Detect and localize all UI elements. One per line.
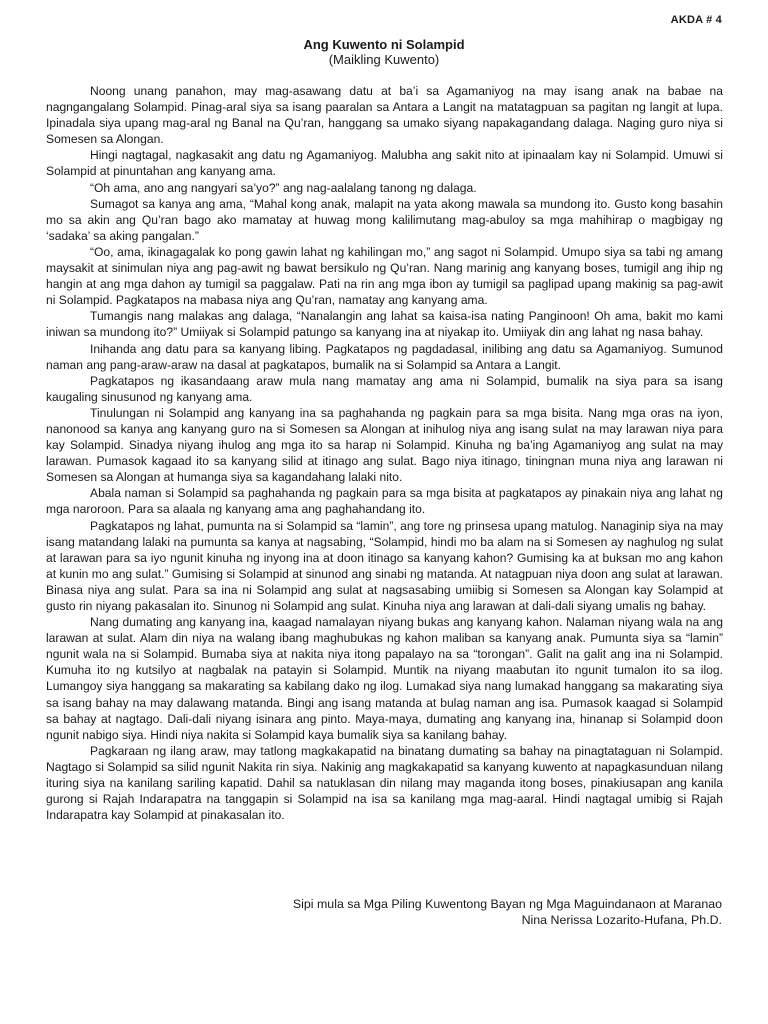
paragraph: Pagkaraan ng ilang araw, may tatlong magkakapatid na binatang dumating sa bahay na pinagtataguan ni Solampid. Nagtago si Solampid sa silid ngunit Nakita rin siya. Nakinig ang magkakapatid sa kanyang kuwento at napagkasunduan nilang ituring siya na kanilang sariling kapatid. Dahil sa natuklasan din nilang may maganda itong boses, pinakiusapan ang kanila gurong si Rajah Indarapatra na tanggapin si Solampid na isa sa kanilang mga mag-aaral. Hindi nagtagal umibig si Rajah Indarapatra kay Solampid at pinakasalan ito. [46,743,723,823]
story-body [46,83,723,823]
author-line: Nina Nerissa Lozarito-Hufana, Ph.D. [521,913,722,928]
paragraph: Abala naman si Solampid sa paghahanda ng pagkain para sa mga bisita at pagkatapos ay pinakain niya ang lahat ng mga naroroon. Para sa alaala ng kanyang ama ang paghahandang ito. [46,486,723,517]
source-credits [293,896,722,929]
paragraph: Inihanda ang datu para sa kanyang libing. Pagkatapos ng pagdadasal, inilibing ang datu sa Agamaniyog. Sumunod naman ang pang-araw-araw na dasal at pagkatapos, bumalik na si Solampid sa Antara a Langit. [46,341,723,372]
story-title: Ang Kuwento ni Solampid [303,37,465,52]
source-line: Sipi mula sa Mga Piling Kuwentong Bayan ng Mga Maguindanaon at Maranao [292,897,722,911]
paragraph: Tumangis nang malakas ang dalaga, “Nanalangin ang lahat sa kaisa-isa nating Panginoon! Oh ama, bakit mo kami iniwan sa mundong ito?” Umiiyak si Solampid patungo sa kanyang ina at niyakap ito. Umiiyak din ang lahat ng nasa bahay. [46,309,723,340]
paragraph: Hingi nagtagal, nagkasakit ang datu ng Agamaniyog. Malubha ang sakit nito at ipinaalam kay ni Solampid. Umuwi si Solampid at pinuntahan ang kanyang ama. [46,148,723,179]
paragraph: Tinulungan ni Solampid ang kanyang ina sa paghahanda ng pagkain para sa mga bisita. Nang mga oras na iyon, nanonood sa kanya ang kanyang guro na si Somesen sa Alongan at inihulog niya ang isang sulat na may larawan niya para kay Solampid. Sinadya niyang ihulog ang mga ito sa harap ni Solampid. Kinuha ng ba’ing Agamaniyog ang sulat na may larawan. Pumasok kagaad ito sa kanyang silid at itinago ang sulat. Bago niya itinago, tiningnan muna niya ang larawan ni Somesen sa Alongan at humanga siya sa kagandahang lalaki nito. [46,405,723,485]
paragraph: “Oh ama, ano ang nangyari sa’yo?” ang nag-aalalang tanong ng dalaga. [90,180,477,195]
paragraph: Sumagot sa kanya ang ama, “Mahal kong anak, malapit na yata akong mawala sa mundong ito. Gusto kong basahin mo sa akin ang Qu’ran bago ako mamatay at huwag mong kalilimutang mag-abuloy sa mga mahihirap o magbigay ng ‘sadaka’ sa aking pangalan.” [46,196,723,243]
paragraph: “Oo, ama, ikinagagalak ko pong gawin lahat ng kahilingan mo,” ang sagot ni Solampid. Umupo siya sa tabi ng amang maysakit at sinimulan niya ang pag-awit ng bawat bersikulo ng Qu’ran. Nang marinig ang kanyang boses, tumigil ang ihip ng hangin at ang mga dahon ay tumigil sa paggalaw. Pati na rin ang mga ibon ay tumigil sa paglipad upang makinig sa pag-awit ni Solampid. Pagkatapos na mabasa niya ang Qu’ran, namatay ang kanyang ama. [46,244,723,308]
paragraph: Nang dumating ang kanyang ina, kaagad namalayan niyang bukas ang kanyang kahon. Nalaman niyang wala na ang larawan at sulat. Alam din niya na walang ibang maghubukas ng kahon maliban sa kanyang anak. Pumunta siya sa “lamin” ngunit wala na si Solampid. Bumaba siya at nakita niya itong papalayo na sa “torongan”. Galit na galit ang ina ni Solampid. Kumuha ito ng kutsilyo at nagbalak na patayin si Solampid. Muntik na niyang maabutan ito ngunit tumalon ito sa ilog. Lumangoy siya hanggang sa makarating sa kabilang dako ng ilog. Lumakad siya nang lumakad hanggang sa makarating siya sa isang bahay na may dalawang matanda. Bingi ang isang matanda at bulag naman ang isa. Pumasok kaagad si Solampid sa bahay at nagtago. Dali-dali niyang isinara ang pinto. Maya-maya, dumating ang kanyang ina, hinanap si Solampid doon ngunit nabigo siya. Hindi niya nakita si Solampid kaya bumalik siya sa kanilang bahay. [46,615,723,742]
story-subtitle: (Maikling Kuwento) [328,52,440,67]
paragraph: Noong unang panahon, may mag-asawang datu at ba’i sa Agamaniyog na may isang anak na babae na nagngangalang Solampid. Pinag-aral siya sa isang paaralan sa Antara a Langit na matatagpuan sa pagitan ng langit at lupa. Ipinadala siya upang mag-aral ng Banal na Qu’ran, hanggang sa umako siyang napakagandang dalaga. Naging guro niya si Somesen sa Alongan. [46,84,723,147]
akda-label: AKDA # 4 [670,14,722,26]
paragraph: Pagkatapos ng ikasandaang araw mula nang mamatay ang ama ni Solampid, bumalik na siya para sa isang kaugaling sinusunod ng kanyang ama. [46,373,723,404]
paragraph: Pagkatapos ng lahat, pumunta na si Solampid sa “lamin”, ang tore ng prinsesa upang matulog. Nanaginip siya na may isang matandang lalaki na pumunta sa kanya at nagsabing, “Solampid, hindi mo ba alam na si Somesen ay naghulog ng sulat at larawan para sa iyo ngunit kinuha ng inyong ina at doon itinago sa kanyang kahon? Gumising ka at buksan mo ang kahon at kunin mo ang sulat.” Gumising si Solampid at sinunod ang sinabi ng matanda. At natagpuan niya doon ang sulat at larawan. Binasa niya ang sulat. Para sa ina ni Solampid ang sulat at nagsasabing umiibig si Somesen sa Alongan kay Solampid at gusto rin niyang pakasalan ito. Sinunog ni Solampid ang sulat. Kinuha niya ang larawan at dali-dali siyang umalis ng bahay. [46,518,723,613]
